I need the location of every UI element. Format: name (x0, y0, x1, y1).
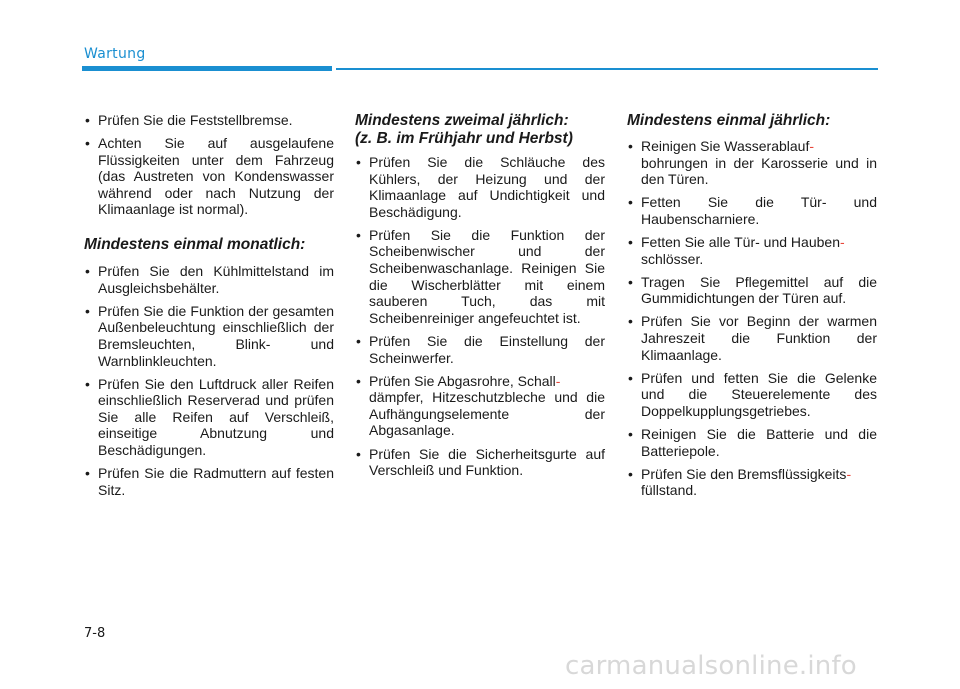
list-item: • Prüfen Sie den Kühlmittelstand im Ausgleichsbehälter. (84, 263, 334, 296)
list-item: • Prüfen Sie die Einstellung der Scheinwerfer. (355, 333, 605, 366)
yearly-heading: Mindestens einmal jährlich: (627, 112, 831, 129)
item-text-a: Prüfen Sie den Bremsflüssigkeits (641, 465, 847, 482)
item-text-b: schlösser. (641, 250, 704, 267)
list-item (355, 373, 605, 439)
watermark: carmanualsonline.info (565, 651, 857, 681)
section-title: Wartung (84, 46, 146, 62)
hyphen-mark: - (846, 465, 852, 482)
list-item: • Prüfen Sie die Feststellbremse. (84, 112, 334, 129)
list-item: • Prüfen Sie die Schläuche des Kühlers, der Heizung und der Klimaanlage auf Undichtigkeit und Beschädigung. (355, 154, 605, 220)
heading-line-2: (z. B. im Frühjahr und Herbst) (355, 130, 573, 147)
item-text-a: Prüfen Sie Abgasrohre, Schall (369, 372, 556, 389)
item-text-b: füllstand. (641, 482, 698, 499)
page-number: 7-8 (84, 626, 106, 641)
yearly-checks-list (627, 138, 877, 499)
list-item: • Fetten Sie die Tür- und Haubenscharniere. (627, 194, 877, 227)
list-item (627, 466, 877, 499)
item-text-a: Fetten Sie alle Tür- und Hauben (641, 233, 840, 250)
list-item (627, 234, 877, 267)
twice-yearly-heading (355, 112, 605, 148)
twice-yearly-checks-list (355, 154, 605, 479)
list-item: • Prüfen Sie vor Beginn der warmen Jahreszeit die Funktion der Klimaanlage. (627, 313, 877, 363)
column-1 (84, 112, 334, 505)
monthly-checks-list (84, 263, 334, 498)
monthly-heading: Mindestens einmal monatlich: (84, 236, 306, 254)
list-item: • Prüfen Sie die Funktion der Scheibenwischer und der Scheibenwaschanlage. Reinigen Sie die Wischerblätter mit einem sauberen Tuch, das mit Scheibenreiniger angefeuchtet ist. (355, 227, 605, 327)
column-2 (355, 112, 605, 485)
heading-line-1: Mindestens zweimal jährlich: (355, 112, 569, 129)
list-item: • Prüfen Sie den Luftdruck aller Reifen einschließlich Reserverad und prüfen Sie alle Reifen auf Verschleiß, einseitige Abnutzung und Beschädigungen. (84, 376, 334, 459)
list-item: • Reinigen Sie die Batterie und die Batteriepole. (627, 426, 877, 459)
list-item: • Prüfen Sie die Sicherheitsgurte auf Verschleiß und Funktion. (355, 446, 605, 479)
column-3 (627, 112, 877, 505)
header-rule-thin (336, 68, 878, 70)
list-item (627, 138, 877, 188)
general-checks-list (84, 112, 334, 218)
list-item: • Prüfen Sie die Funktion der gesamten Außenbeleuchtung einschließlich der Bremsleuchten, Blink- und Warnblinkleuchten. (84, 303, 334, 369)
hyphen-mark: - (839, 233, 845, 250)
item-text-b: bohrungen in der Karosserie und in den Türen. (641, 154, 877, 188)
item-text-a: Reinigen Sie Wasserablauf (641, 138, 810, 154)
hyphen-mark: - (809, 138, 815, 154)
list-item: • Prüfen Sie die Radmuttern auf festen Sitz. (84, 465, 334, 498)
header-rule-thick (82, 66, 332, 71)
list-item: • Prüfen und fetten Sie die Gelenke und die Steuerelemente des Doppelkupplungsgetriebes. (627, 370, 877, 420)
list-item: • Achten Sie auf ausgelaufene Flüssigkeiten unter dem Fahrzeug (das Austreten von Kondenswasser während oder nach Nutzung der Klimaanlage ist normal). (84, 135, 334, 218)
item-text-b: dämpfer, Hitzeschutzbleche und die Aufhängungselemente der Abgasanlage. (369, 389, 605, 439)
list-item: • Tragen Sie Pflegemittel auf die Gummidichtungen der Türen auf. (627, 274, 877, 307)
hyphen-mark: - (555, 372, 561, 389)
